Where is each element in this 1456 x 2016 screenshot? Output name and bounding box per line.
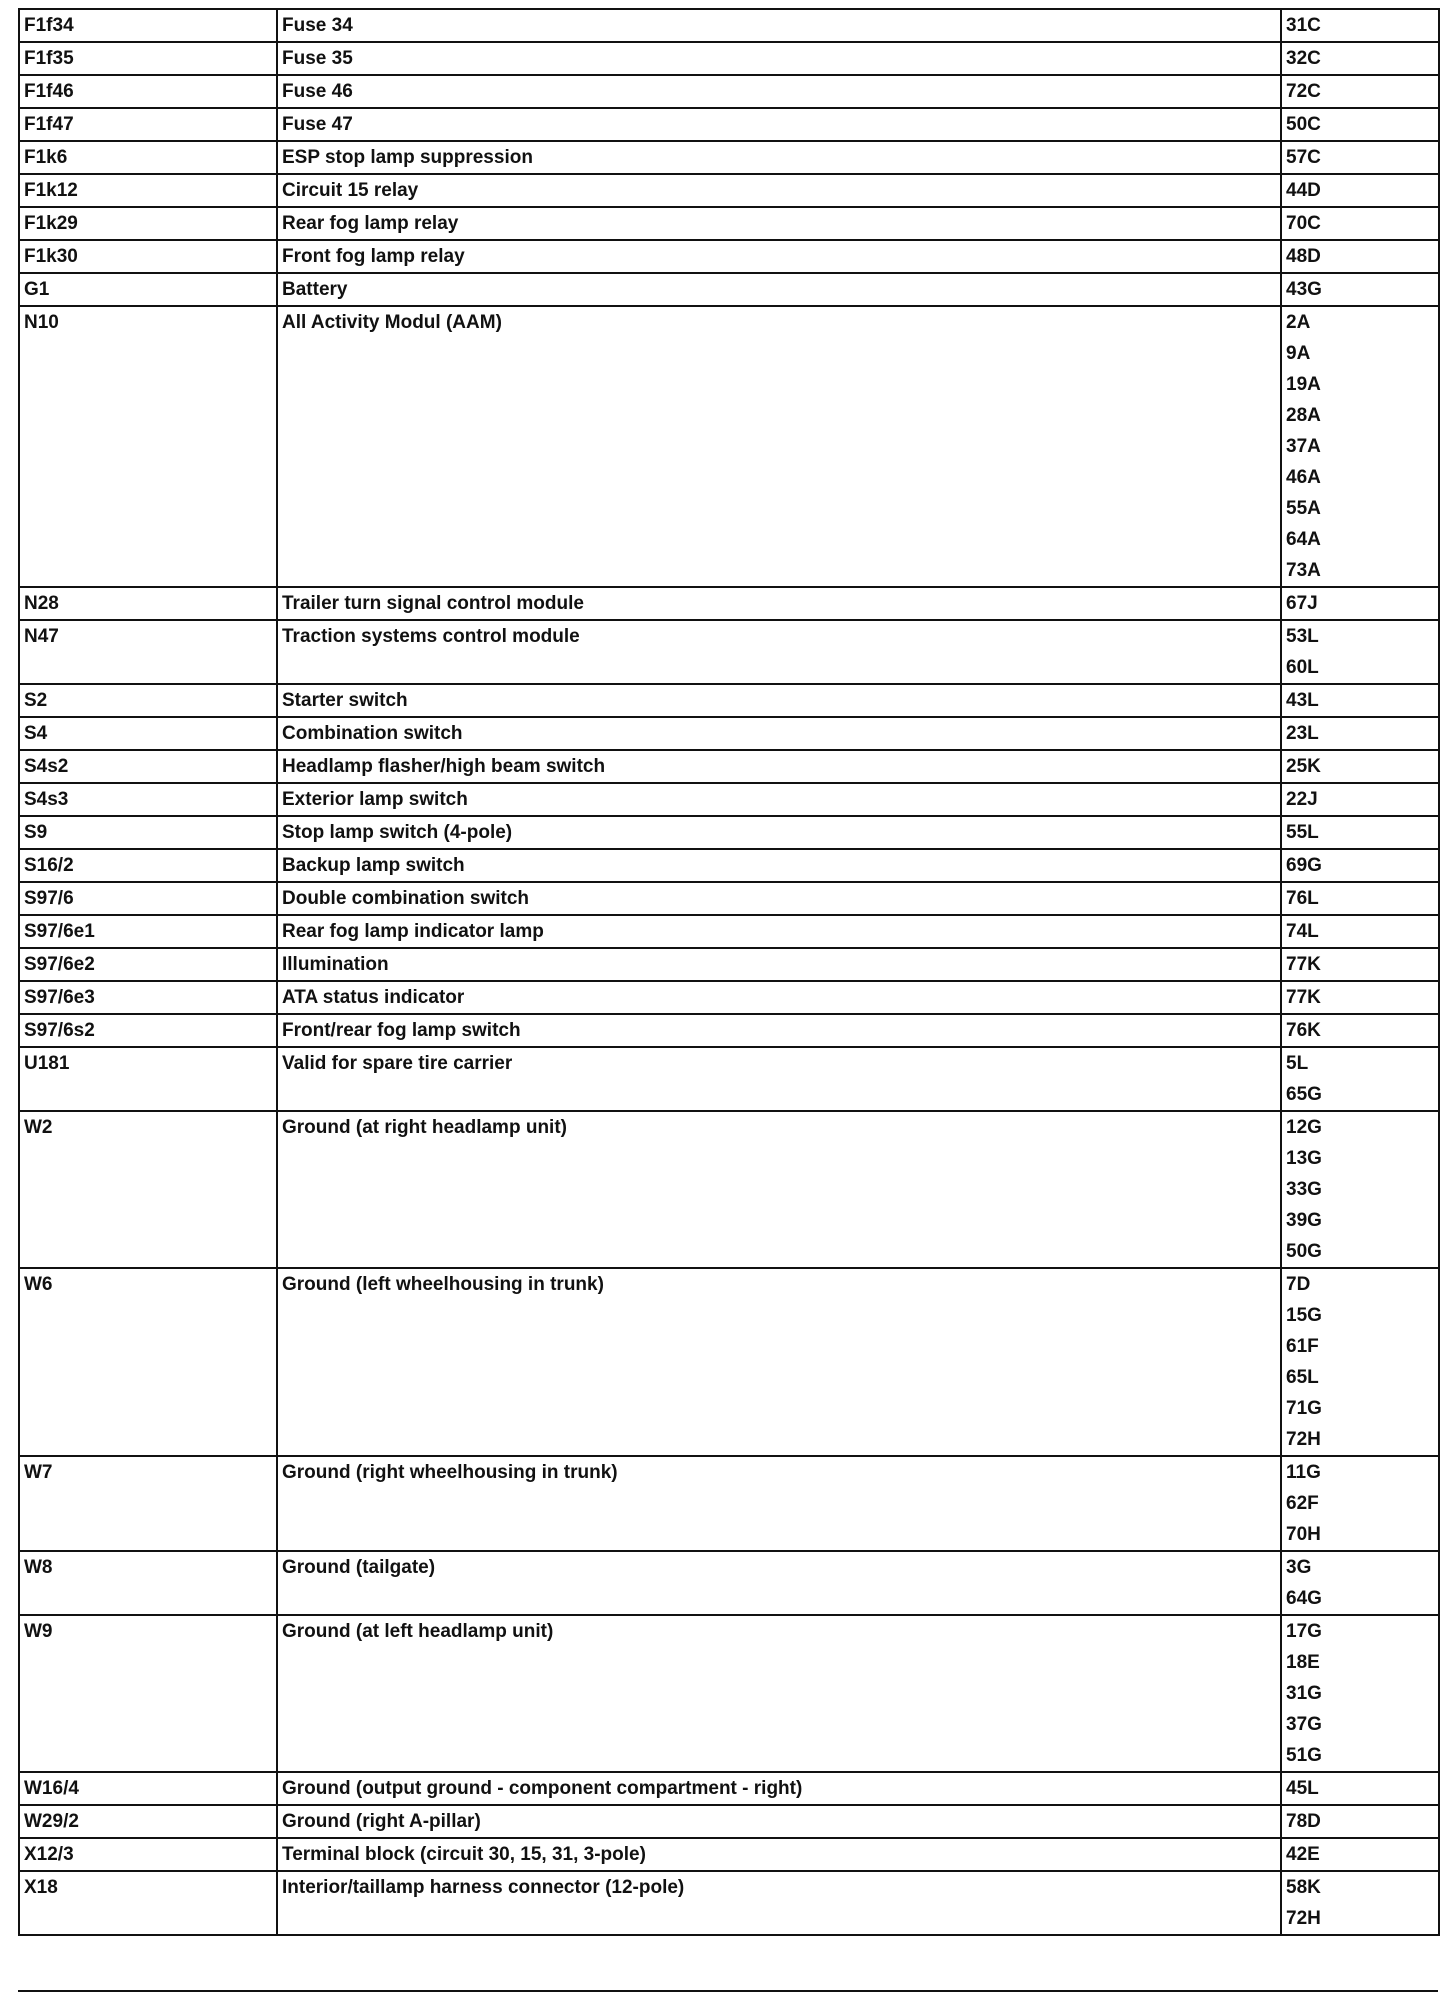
component-description-cell: Ground (right A-pillar) xyxy=(277,1805,1281,1838)
component-code-cell: S4s3 xyxy=(19,783,277,816)
grid-location: 72H xyxy=(1286,1908,1321,1929)
grid-location: 23L xyxy=(1286,723,1319,744)
grid-location-cell xyxy=(1281,750,1439,783)
grid-location-cell xyxy=(1281,1047,1439,1111)
component-code-cell: W2 xyxy=(19,1111,277,1268)
grid-location: 33G xyxy=(1286,1179,1322,1200)
table-row xyxy=(19,42,1439,75)
grid-location-cell xyxy=(1281,620,1439,684)
table-row xyxy=(19,1871,1439,1935)
component-description-cell: Double combination switch xyxy=(277,882,1281,915)
component-code-cell: F1k29 xyxy=(19,207,277,240)
component-description-cell: Rear fog lamp relay xyxy=(277,207,1281,240)
grid-location: 69G xyxy=(1286,855,1322,876)
table-row xyxy=(19,849,1439,882)
grid-location-cell xyxy=(1281,42,1439,75)
component-description-cell: Trailer turn signal control module xyxy=(277,587,1281,620)
table-row xyxy=(19,981,1439,1014)
grid-location: 70H xyxy=(1286,1524,1321,1545)
component-code-cell: S97/6e2 xyxy=(19,948,277,981)
grid-location-cell xyxy=(1281,240,1439,273)
component-description-cell: Backup lamp switch xyxy=(277,849,1281,882)
grid-location: 74L xyxy=(1286,921,1319,942)
grid-location-cell xyxy=(1281,1268,1439,1456)
grid-location: 12G xyxy=(1286,1117,1322,1138)
grid-location: 13G xyxy=(1286,1148,1322,1169)
table-row xyxy=(19,1838,1439,1871)
grid-location-cell xyxy=(1281,915,1439,948)
grid-location: 71G xyxy=(1286,1398,1322,1419)
component-code-cell: F1f35 xyxy=(19,42,277,75)
grid-location-cell xyxy=(1281,1772,1439,1805)
component-code-cell: F1k30 xyxy=(19,240,277,273)
grid-location: 25K xyxy=(1286,756,1321,777)
grid-location-cell xyxy=(1281,207,1439,240)
grid-location: 58K xyxy=(1286,1877,1321,1898)
grid-location-cell xyxy=(1281,981,1439,1014)
grid-location-cell xyxy=(1281,1871,1439,1935)
component-code-cell: W29/2 xyxy=(19,1805,277,1838)
grid-location-cell xyxy=(1281,1838,1439,1871)
component-code-cell: X12/3 xyxy=(19,1838,277,1871)
grid-location: 31C xyxy=(1286,15,1321,36)
grid-location: 64A xyxy=(1286,529,1321,550)
grid-location: 50G xyxy=(1286,1241,1322,1262)
component-code-cell: S9 xyxy=(19,816,277,849)
component-code-cell: G1 xyxy=(19,273,277,306)
grid-location: 31G xyxy=(1286,1683,1322,1704)
grid-location: 45L xyxy=(1286,1778,1319,1799)
grid-location: 51G xyxy=(1286,1745,1322,1766)
component-code-cell: N47 xyxy=(19,620,277,684)
component-description-cell: Ground (at left headlamp unit) xyxy=(277,1615,1281,1772)
grid-location: 73A xyxy=(1286,560,1321,581)
component-code-cell: S4s2 xyxy=(19,750,277,783)
component-code-cell: F1f47 xyxy=(19,108,277,141)
component-description-cell: Headlamp flasher/high beam switch xyxy=(277,750,1281,783)
grid-location: 70C xyxy=(1286,213,1321,234)
table-row xyxy=(19,1047,1439,1111)
component-code-cell: S2 xyxy=(19,684,277,717)
table-row xyxy=(19,141,1439,174)
grid-location: 28A xyxy=(1286,405,1321,426)
grid-location: 57C xyxy=(1286,147,1321,168)
table-row xyxy=(19,75,1439,108)
grid-location: 65L xyxy=(1286,1367,1319,1388)
grid-location: 2A xyxy=(1286,312,1311,333)
component-description-cell: Circuit 15 relay xyxy=(277,174,1281,207)
grid-location-cell xyxy=(1281,1805,1439,1838)
grid-location: 5L xyxy=(1286,1053,1309,1074)
component-description-cell: Illumination xyxy=(277,948,1281,981)
component-description-cell: Stop lamp switch (4-pole) xyxy=(277,816,1281,849)
table-row xyxy=(19,174,1439,207)
table-row xyxy=(19,1014,1439,1047)
table-row xyxy=(19,915,1439,948)
grid-location: 77K xyxy=(1286,987,1321,1008)
component-code-cell: S4 xyxy=(19,717,277,750)
grid-location: 50C xyxy=(1286,114,1321,135)
grid-location: 76L xyxy=(1286,888,1319,909)
grid-location: 19A xyxy=(1286,374,1321,395)
table-row xyxy=(19,783,1439,816)
table-row xyxy=(19,816,1439,849)
component-code-cell: W6 xyxy=(19,1268,277,1456)
grid-location-cell xyxy=(1281,684,1439,717)
table-row xyxy=(19,882,1439,915)
grid-location: 43G xyxy=(1286,279,1322,300)
grid-location: 48D xyxy=(1286,246,1321,267)
grid-location-cell xyxy=(1281,1615,1439,1772)
component-description-cell: Fuse 46 xyxy=(277,75,1281,108)
component-code-cell: W16/4 xyxy=(19,1772,277,1805)
table-row xyxy=(19,1805,1439,1838)
grid-location: 3G xyxy=(1286,1557,1312,1578)
component-code-cell: U181 xyxy=(19,1047,277,1111)
component-code-cell: S97/6s2 xyxy=(19,1014,277,1047)
table-row xyxy=(19,1111,1439,1268)
component-description-cell: Ground (left wheelhousing in trunk) xyxy=(277,1268,1281,1456)
page-bottom-rule xyxy=(18,1990,1438,1992)
table-row xyxy=(19,1551,1439,1615)
table-row xyxy=(19,273,1439,306)
component-description-cell: ESP stop lamp suppression xyxy=(277,141,1281,174)
component-code-cell: S97/6e1 xyxy=(19,915,277,948)
component-code-cell: X18 xyxy=(19,1871,277,1935)
component-description-cell: Starter switch xyxy=(277,684,1281,717)
grid-location: 7D xyxy=(1286,1274,1311,1295)
component-code-cell: N10 xyxy=(19,306,277,587)
grid-location: 60L xyxy=(1286,657,1319,678)
component-code-cell: S16/2 xyxy=(19,849,277,882)
grid-location: 53L xyxy=(1286,626,1319,647)
component-code-cell: F1k6 xyxy=(19,141,277,174)
component-description-cell: Fuse 34 xyxy=(277,9,1281,42)
grid-location-cell xyxy=(1281,882,1439,915)
grid-location-cell xyxy=(1281,849,1439,882)
grid-location: 11G xyxy=(1286,1462,1321,1483)
table-row xyxy=(19,1268,1439,1456)
component-description-cell: All Activity Modul (AAM) xyxy=(277,306,1281,587)
grid-location: 17G xyxy=(1286,1621,1322,1642)
grid-location-cell xyxy=(1281,587,1439,620)
grid-location-cell xyxy=(1281,108,1439,141)
component-code-cell: N28 xyxy=(19,587,277,620)
component-legend-table xyxy=(18,8,1440,1936)
grid-location: 18E xyxy=(1286,1652,1320,1673)
grid-location: 37G xyxy=(1286,1714,1322,1735)
grid-location: 22J xyxy=(1286,789,1318,810)
grid-location-cell xyxy=(1281,1551,1439,1615)
grid-location: 32C xyxy=(1286,48,1321,69)
table-row xyxy=(19,240,1439,273)
grid-location-cell xyxy=(1281,75,1439,108)
component-description-cell: Exterior lamp switch xyxy=(277,783,1281,816)
grid-location-cell xyxy=(1281,783,1439,816)
table-row xyxy=(19,1456,1439,1551)
table-row xyxy=(19,207,1439,240)
grid-location: 76K xyxy=(1286,1020,1321,1041)
grid-location: 46A xyxy=(1286,467,1321,488)
component-description-cell: Combination switch xyxy=(277,717,1281,750)
component-description-cell: Traction systems control module xyxy=(277,620,1281,684)
table-row xyxy=(19,1615,1439,1772)
grid-location: 55L xyxy=(1286,822,1319,843)
component-description-cell: Ground (at right headlamp unit) xyxy=(277,1111,1281,1268)
component-description-cell: Fuse 35 xyxy=(277,42,1281,75)
component-description-cell: Terminal block (circuit 30, 15, 31, 3-pole) xyxy=(277,1838,1281,1871)
component-code-cell: F1f34 xyxy=(19,9,277,42)
grid-location: 64G xyxy=(1286,1588,1322,1609)
grid-location: 72H xyxy=(1286,1429,1321,1450)
component-code-cell: W7 xyxy=(19,1456,277,1551)
grid-location-cell xyxy=(1281,9,1439,42)
component-description-cell: Rear fog lamp indicator lamp xyxy=(277,915,1281,948)
table-row xyxy=(19,306,1439,587)
table-row xyxy=(19,948,1439,981)
component-description-cell: Ground (right wheelhousing in trunk) xyxy=(277,1456,1281,1551)
grid-location-cell xyxy=(1281,273,1439,306)
grid-location: 44D xyxy=(1286,180,1321,201)
component-description-cell: Front fog lamp relay xyxy=(277,240,1281,273)
grid-location: 9A xyxy=(1286,343,1311,364)
grid-location: 55A xyxy=(1286,498,1321,519)
legend-table-body xyxy=(19,9,1439,1935)
table-row xyxy=(19,108,1439,141)
grid-location-cell xyxy=(1281,1014,1439,1047)
grid-location: 62F xyxy=(1286,1493,1319,1514)
component-description-cell: ATA status indicator xyxy=(277,981,1281,1014)
grid-location-cell xyxy=(1281,717,1439,750)
grid-location-cell xyxy=(1281,174,1439,207)
grid-location: 39G xyxy=(1286,1210,1322,1231)
component-code-cell: F1f46 xyxy=(19,75,277,108)
component-description-cell: Interior/taillamp harness connector (12-pole) xyxy=(277,1871,1281,1935)
table-row xyxy=(19,684,1439,717)
component-code-cell: S97/6 xyxy=(19,882,277,915)
grid-location: 42E xyxy=(1286,1844,1320,1865)
component-code-cell: W9 xyxy=(19,1615,277,1772)
table-row xyxy=(19,717,1439,750)
component-description-cell: Valid for spare tire carrier xyxy=(277,1047,1281,1111)
grid-location: 61F xyxy=(1286,1336,1319,1357)
grid-location: 43L xyxy=(1286,690,1319,711)
grid-location-cell xyxy=(1281,141,1439,174)
grid-location: 78D xyxy=(1286,1811,1321,1832)
table-row xyxy=(19,1772,1439,1805)
grid-location: 15G xyxy=(1286,1305,1322,1326)
component-description-cell: Ground (tailgate) xyxy=(277,1551,1281,1615)
grid-location-cell xyxy=(1281,948,1439,981)
component-code-cell: F1k12 xyxy=(19,174,277,207)
component-description-cell: Ground (output ground - component compartment - right) xyxy=(277,1772,1281,1805)
component-code-cell: W8 xyxy=(19,1551,277,1615)
table-row xyxy=(19,9,1439,42)
component-code-cell: S97/6e3 xyxy=(19,981,277,1014)
grid-location: 67J xyxy=(1286,593,1318,614)
grid-location: 37A xyxy=(1286,436,1321,457)
table-row xyxy=(19,620,1439,684)
grid-location: 77K xyxy=(1286,954,1321,975)
grid-location-cell xyxy=(1281,306,1439,587)
table-row xyxy=(19,587,1439,620)
grid-location: 72C xyxy=(1286,81,1321,102)
table-row xyxy=(19,750,1439,783)
grid-location-cell xyxy=(1281,1456,1439,1551)
component-description-cell: Front/rear fog lamp switch xyxy=(277,1014,1281,1047)
grid-location-cell xyxy=(1281,1111,1439,1268)
component-description-cell: Battery xyxy=(277,273,1281,306)
component-description-cell: Fuse 47 xyxy=(277,108,1281,141)
grid-location-cell xyxy=(1281,816,1439,849)
grid-location: 65G xyxy=(1286,1084,1322,1105)
